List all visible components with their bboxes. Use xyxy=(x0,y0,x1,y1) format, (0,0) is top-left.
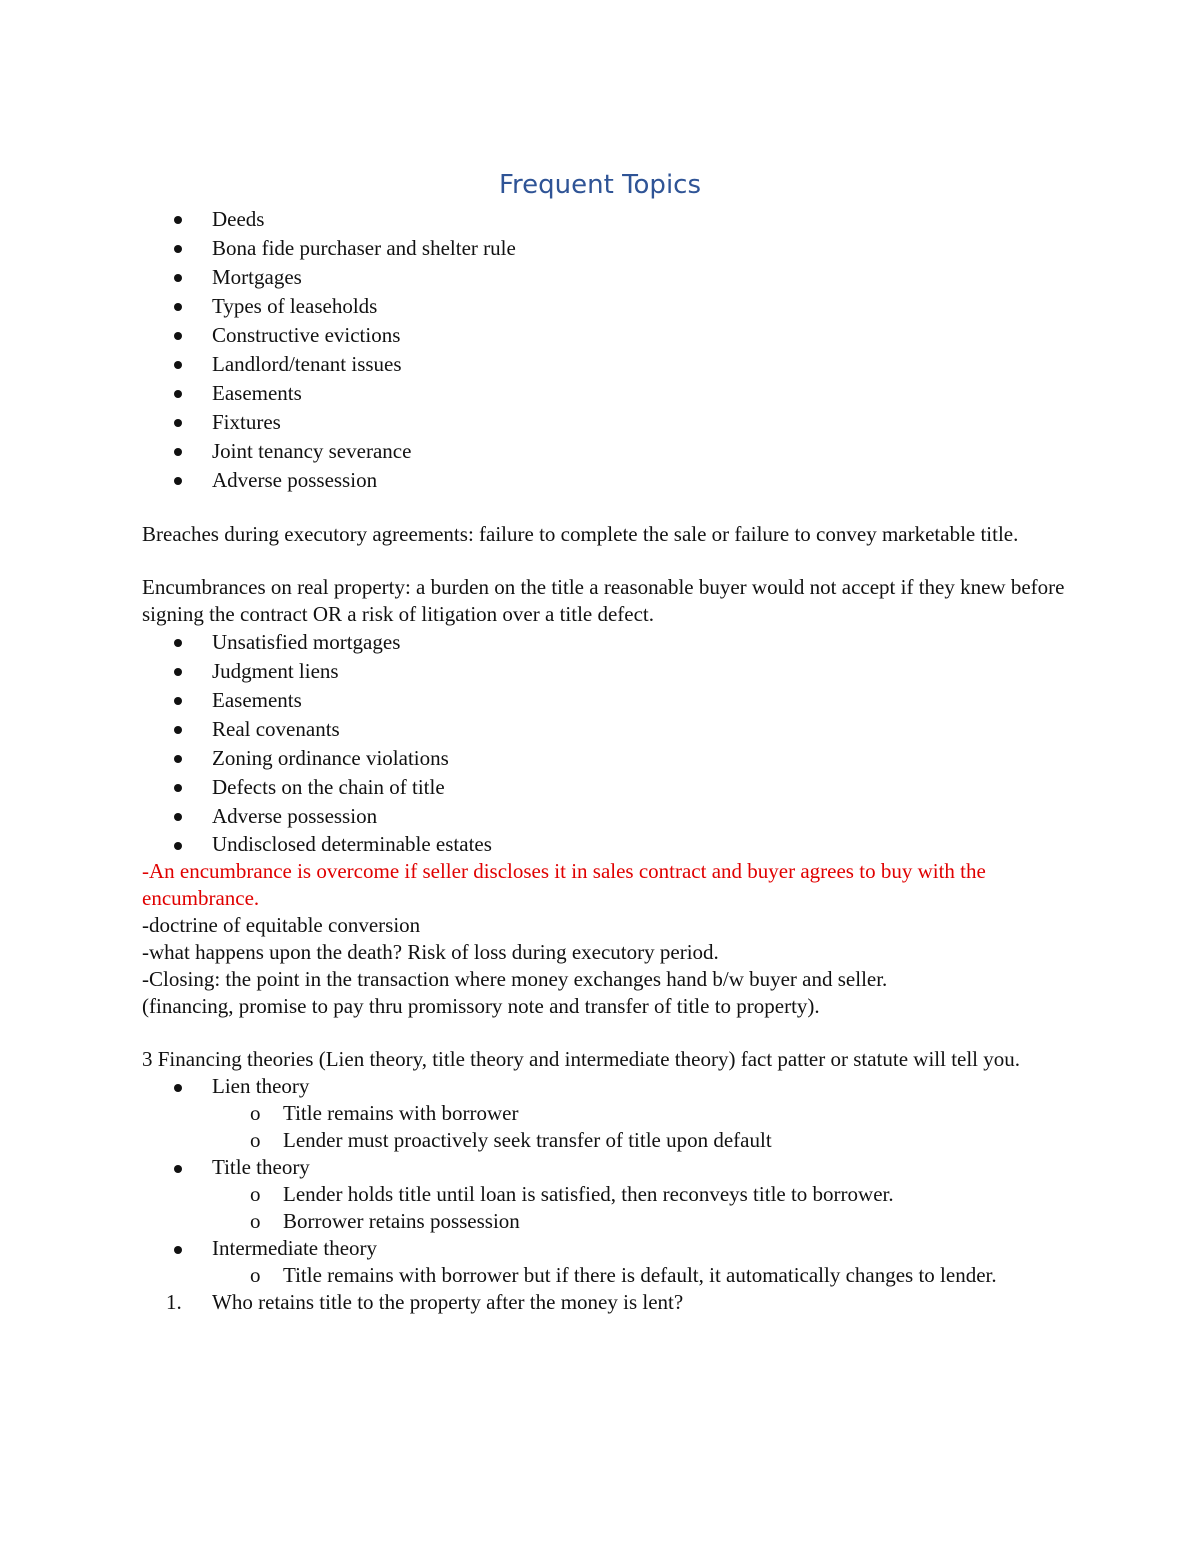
list-item: Joint tenancy severance xyxy=(142,437,1072,466)
encumbrances-list xyxy=(142,628,1072,858)
list-item: Title theory xyxy=(142,1154,1072,1181)
list-item: Deeds xyxy=(142,205,1072,234)
list-item: Lien theory xyxy=(142,1073,1072,1100)
note-line: -what happens upon the death? Risk of loss during executory period. xyxy=(142,940,719,964)
list-item: Undisclosed determinable estates xyxy=(142,831,1072,858)
list-item: Zoning ordinance violations xyxy=(142,744,1072,773)
question-text: Who retains title to the property after the money is lent? xyxy=(212,1290,684,1314)
list-item: Constructive evictions xyxy=(142,321,1072,350)
sub-list-item: o Lender holds title until loan is satisfied, then reconveys title to borrower. xyxy=(142,1181,1072,1208)
list-item: Unsatisfied mortgages xyxy=(142,628,1072,657)
sub-list-item: o Borrower retains possession xyxy=(142,1208,1072,1235)
list-item: Judgment liens xyxy=(142,657,1072,686)
question-number: 1. xyxy=(166,1290,182,1314)
encumbrances-intro: Encumbrances on real property: a burden on the title a reasonable buyer would not accept if they knew before signing the contract OR a risk of litigation over a title defect. xyxy=(142,575,1065,626)
page-title: Frequent Topics xyxy=(498,170,702,200)
question-item xyxy=(142,1289,1072,1316)
list-item: Adverse possession xyxy=(142,466,1072,495)
sub-list-item: o Lender must proactively seek transfer of title upon default xyxy=(142,1127,1072,1154)
list-item: Mortgages xyxy=(142,263,1072,292)
list-item: Landlord/tenant issues xyxy=(142,350,1072,379)
breaches-paragraph: Breaches during executory agreements: failure to complete the sale or failure to convey marketable title. xyxy=(142,522,1019,546)
list-item: Easements xyxy=(142,686,1072,715)
red-note: -An encumbrance is overcome if seller discloses it in sales contract and buyer agrees to buy with the encumbrance. xyxy=(142,859,986,910)
list-item: Bona fide purchaser and shelter rule xyxy=(142,234,1072,263)
list-item: Real covenants xyxy=(142,715,1072,744)
note-line: (financing, promise to pay thru promissory note and transfer of title to property). xyxy=(142,994,820,1018)
list-item: Intermediate theory xyxy=(142,1235,1072,1262)
theories-list xyxy=(142,1073,1072,1289)
note-line: -doctrine of equitable conversion xyxy=(142,913,421,937)
list-item: Defects on the chain of title xyxy=(142,773,1072,802)
list-item: Adverse possession xyxy=(142,802,1072,831)
sub-list-item: o Title remains with borrower but if there is default, it automatically changes to lender. xyxy=(142,1262,1072,1289)
list-item: Easements xyxy=(142,379,1072,408)
sub-list-item: o Title remains with borrower xyxy=(142,1100,1072,1127)
topics-list xyxy=(142,205,1072,495)
list-item: Types of leaseholds xyxy=(142,292,1072,321)
document-body xyxy=(142,205,1072,1316)
note-line: -Closing: the point in the transaction where money exchanges hand b/w buyer and seller. xyxy=(142,967,888,991)
financing-intro: 3 Financing theories (Lien theory, title theory and intermediate theory) fact patter or statute will tell you. xyxy=(142,1047,1021,1071)
list-item: Fixtures xyxy=(142,408,1072,437)
